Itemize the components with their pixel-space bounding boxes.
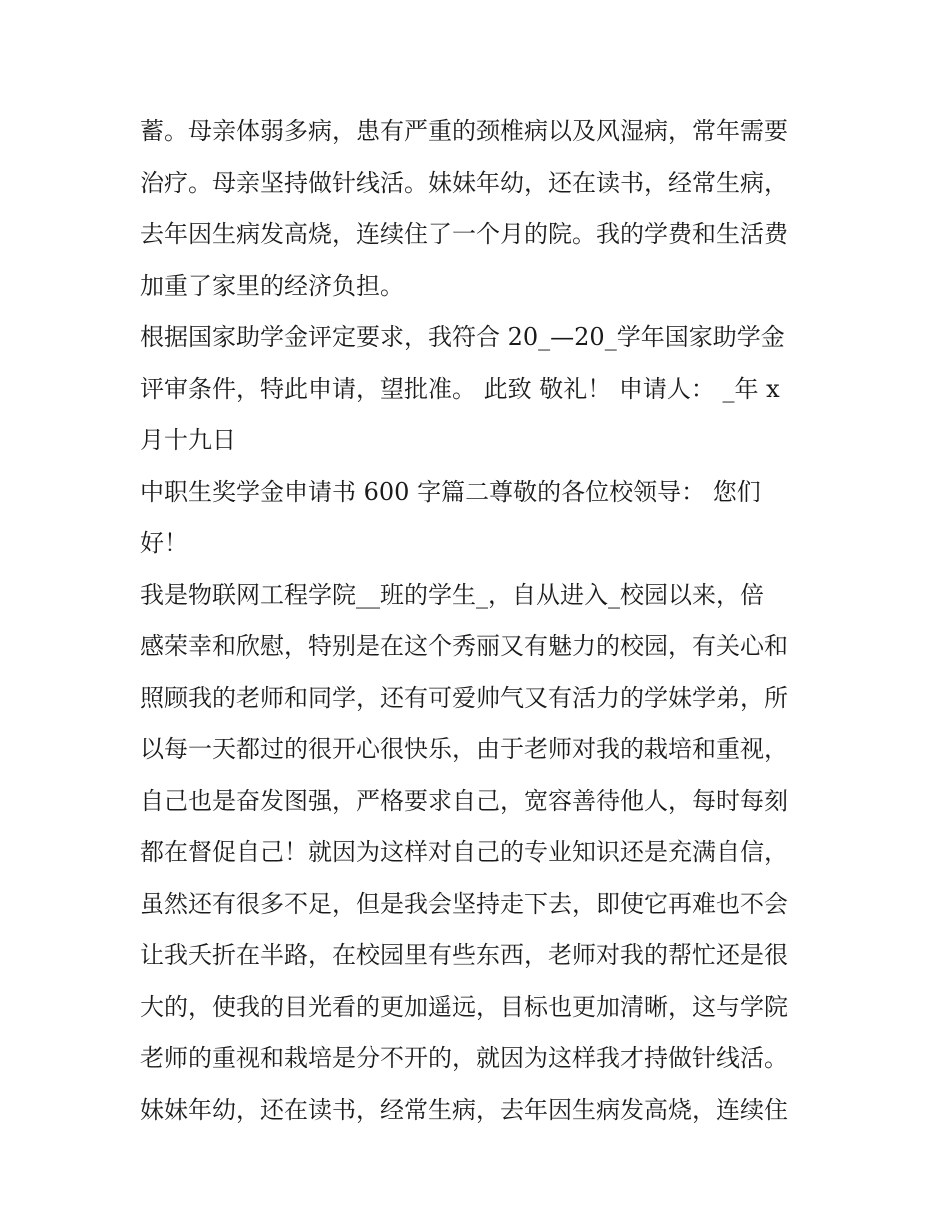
text-line: 去年因生病发高烧，连续住了一个月的院。我的学费和生活费 <box>140 220 788 248</box>
text-line: 月十九日 <box>140 426 236 454</box>
document-body <box>140 106 820 1136</box>
text-line: 根据国家助学金评定要求，我符合 20_—20_学年国家助学金 <box>140 323 785 351</box>
text-line: 感荣幸和欣慰，特别是在这个秀丽又有魅力的校园，有关心和 <box>140 632 788 660</box>
text-line: 妹妹年幼，还在读书，经常生病，去年因生病发高烧，连续住 <box>140 1095 788 1124</box>
text-line: 老师的重视和栽培是分不开的，就因为这样我才持做针线活。 <box>140 1044 788 1072</box>
text-line: 加重了家里的经济负担。 <box>140 271 404 300</box>
text-line: 中职生奖学金申请书 600 字篇二尊敬的各位校领导： 您们 <box>140 477 761 506</box>
text-line: 让我夭折在半路，在校园里有些东西，老师对我的帮忙还是很 <box>140 941 788 969</box>
text-line: 虽然还有很多不足，但是我会坚持走下去，即使它再难也不会 <box>140 889 788 918</box>
text-line: 我是物联网工程学院__班的学生_，自从进入_校园以来，倍 <box>140 580 764 609</box>
text-line: 评审条件，特此申请，望批准。 此致 敬礼！ 申请人： _年 x <box>140 374 780 403</box>
text-line: 大的，使我的目光看的更加遥远，目标也更加清晰，这与学院 <box>140 992 788 1021</box>
text-line: 自己也是奋发图强，严格要求自己，宽容善待他人，每时每刻 <box>140 786 788 815</box>
text-line: 以每一天都过的很开心很快乐，由于老师对我的栽培和重视， <box>140 735 788 763</box>
text-line: 照顾我的老师和同学，还有可爱帅气又有活力的学妹学弟，所 <box>140 683 788 712</box>
text-line: 好！ <box>140 529 188 557</box>
text-line: 治疗。母亲坚持做针线活。妹妹年幼，还在读书，经常生病， <box>140 168 788 197</box>
text-line: 都在督促自己！就因为这样对自己的专业知识还是充满自信， <box>140 838 788 866</box>
text-line: 蓄。母亲体弱多病，患有严重的颈椎病以及风湿病，常年需要 <box>140 117 788 145</box>
